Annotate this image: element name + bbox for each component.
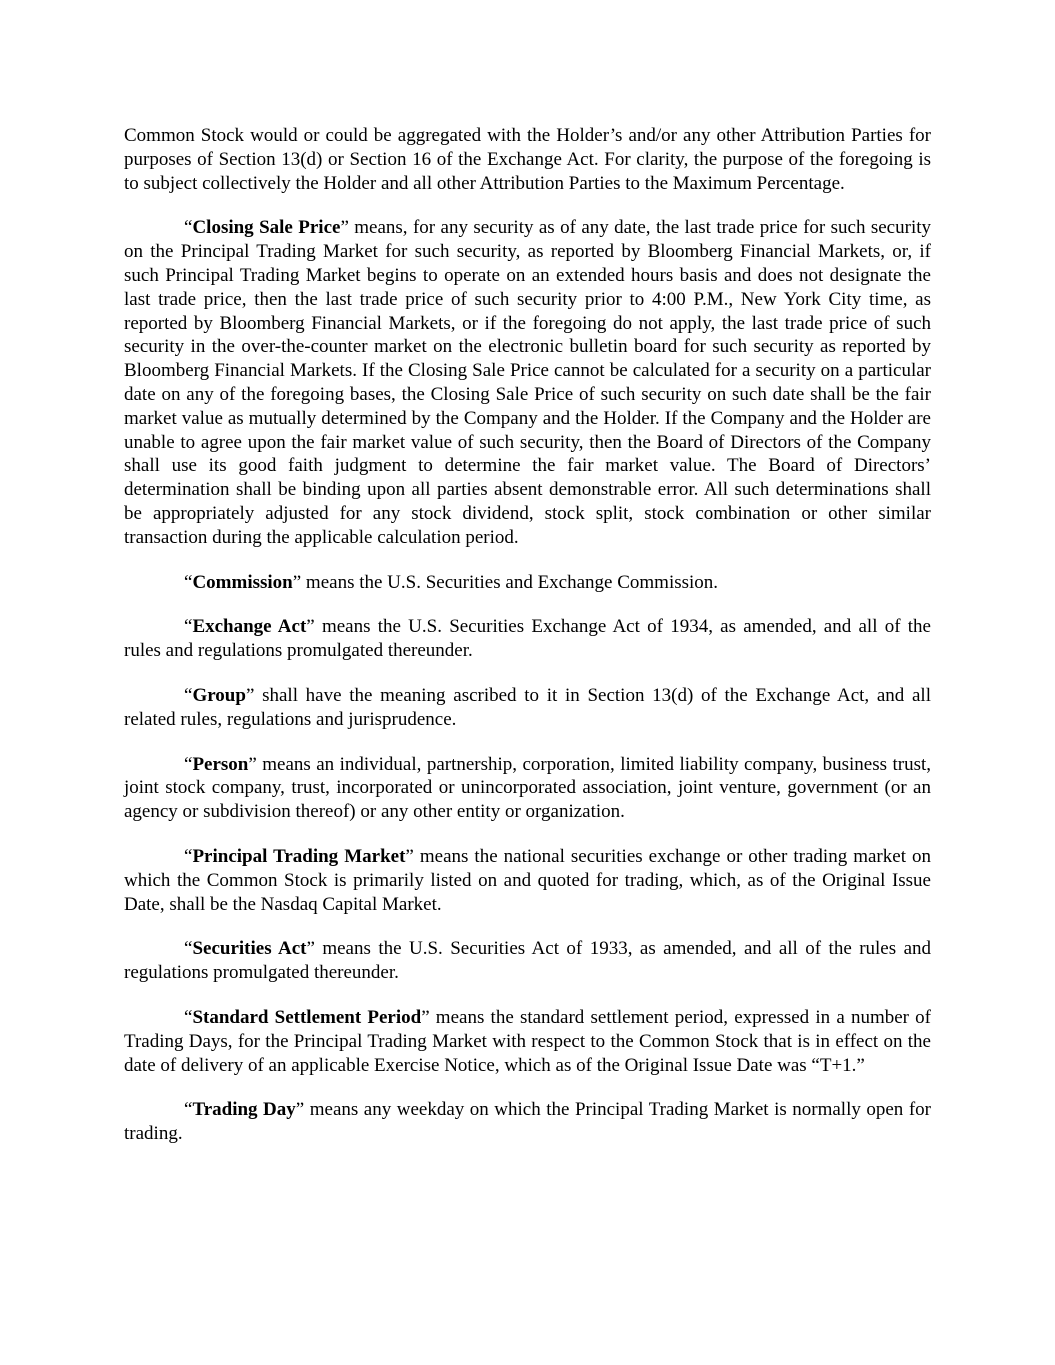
definition-standard-settlement-period [124, 1006, 931, 1077]
defined-term: Exchange Act [192, 616, 307, 638]
definition-text: ” means the U.S. Securities Exchange Act of 1934, as amended, and all of the rules and regulations promulgated thereunder. [124, 616, 931, 662]
defined-term: Person [192, 753, 249, 775]
definition-text: ” means the U.S. Securities and Exchange Commission. [292, 571, 719, 593]
open-quote: “ [184, 938, 193, 960]
definition-principal-trading-market [124, 845, 931, 916]
open-quote: “ [184, 1006, 193, 1028]
definition-text: ” means the standard settlement period, expressed in a number of Trading Days, for the Principal Trading Market with respect to the Common Stock that is in effect on the date of delivery of an applicable Exercise Notice, which as of the Original Issue Date was “T+1.” [124, 1006, 931, 1076]
open-quote: “ [184, 217, 193, 239]
definition-text: ” means, for any security as of any date, the last trade price for such security on the Principal Trading Market for such security, as reported by Bloomberg Financial Markets, or, if such Principal Trading Market begins to operate on an extended hours basis and does not designate the last trade price, then the last trade price of such security prior to 4:00 P.M., New York City time, as reported by Bloomberg Financial Markets, or if the foregoing do not apply, the last trade price of such security in the over-the-counter market on the electronic bulletin board for such security as reported by Bloomberg Financial Markets. If the Closing Sale Price cannot be calculated for a security on a particular date on any of the foregoing bases, the Closing Sale Price of such security on such date shall be the fair market value as mutually determined by the Company and the Holder. If the Company and the Holder are unable to agree upon the fair market value of such security, then the Board of Directors of the Company shall use its good faith judgment to determine the fair market value. The Board of Directors’ determination shall be binding upon all parties absent demonstrable error. All such determinations shall be appropriately adjusted for any stock dividend, stock split, stock combination or other similar transaction during the applicable calculation period. [124, 217, 931, 548]
defined-term: Trading Day [192, 1099, 296, 1121]
definition-closing-sale-price [124, 216, 931, 549]
open-quote: “ [184, 845, 193, 867]
definition-text: ” means the national securities exchange or other trading market on which the Common Stock is primarily listed on and quoted for trading, which, as of the Original Issue Date, shall be the Nasdaq Capital Market. [124, 845, 931, 915]
open-quote: “ [184, 1099, 193, 1121]
definition-text: ” means an individual, partnership, corporation, limited liability company, business trust, joint stock company, trust, incorporated or unincorporated association, joint venture, government (or an agency or subdivision thereof) or any other entity or organization. [124, 753, 931, 823]
definition-securities-act [124, 937, 931, 985]
definition-person [124, 753, 931, 824]
definition-exchange-act [124, 615, 931, 663]
defined-term: Standard Settlement Period [192, 1006, 422, 1028]
open-quote: “ [184, 753, 193, 775]
definition-text: ” means any weekday on which the Principal Trading Market is normally open for trading. [124, 1099, 931, 1145]
definition-trading-day [124, 1098, 931, 1146]
open-quote: “ [184, 684, 193, 706]
open-quote: “ [184, 616, 193, 638]
document-page [124, 124, 931, 1167]
definition-group [124, 684, 931, 732]
defined-term: Group [192, 684, 246, 706]
definition-commission [124, 571, 931, 595]
defined-term: Securities Act [192, 938, 307, 960]
defined-term: Commission [192, 571, 293, 593]
definition-text: ” means the U.S. Securities Act of 1933, as amended, and all of the rules and regulations promulgated thereunder. [124, 938, 932, 984]
definition-text: ” shall have the meaning ascribed to it in Section 13(d) of the Exchange Act, and all related rules, regulations and jurisprudence. [124, 684, 931, 730]
defined-term: Closing Sale Price [192, 217, 341, 239]
open-quote: “ [184, 571, 193, 593]
continuation-paragraph: Common Stock would or could be aggregated with the Holder’s and/or any other Attribution Parties for purposes of Section 13(d) or Section 16 of the Exchange Act. For clarity, the purpose of the foregoing is to subject collectively the Holder and all other Attribution Parties to the Maximum Percentage. [124, 125, 931, 194]
defined-term: Principal Trading Market [192, 845, 406, 867]
